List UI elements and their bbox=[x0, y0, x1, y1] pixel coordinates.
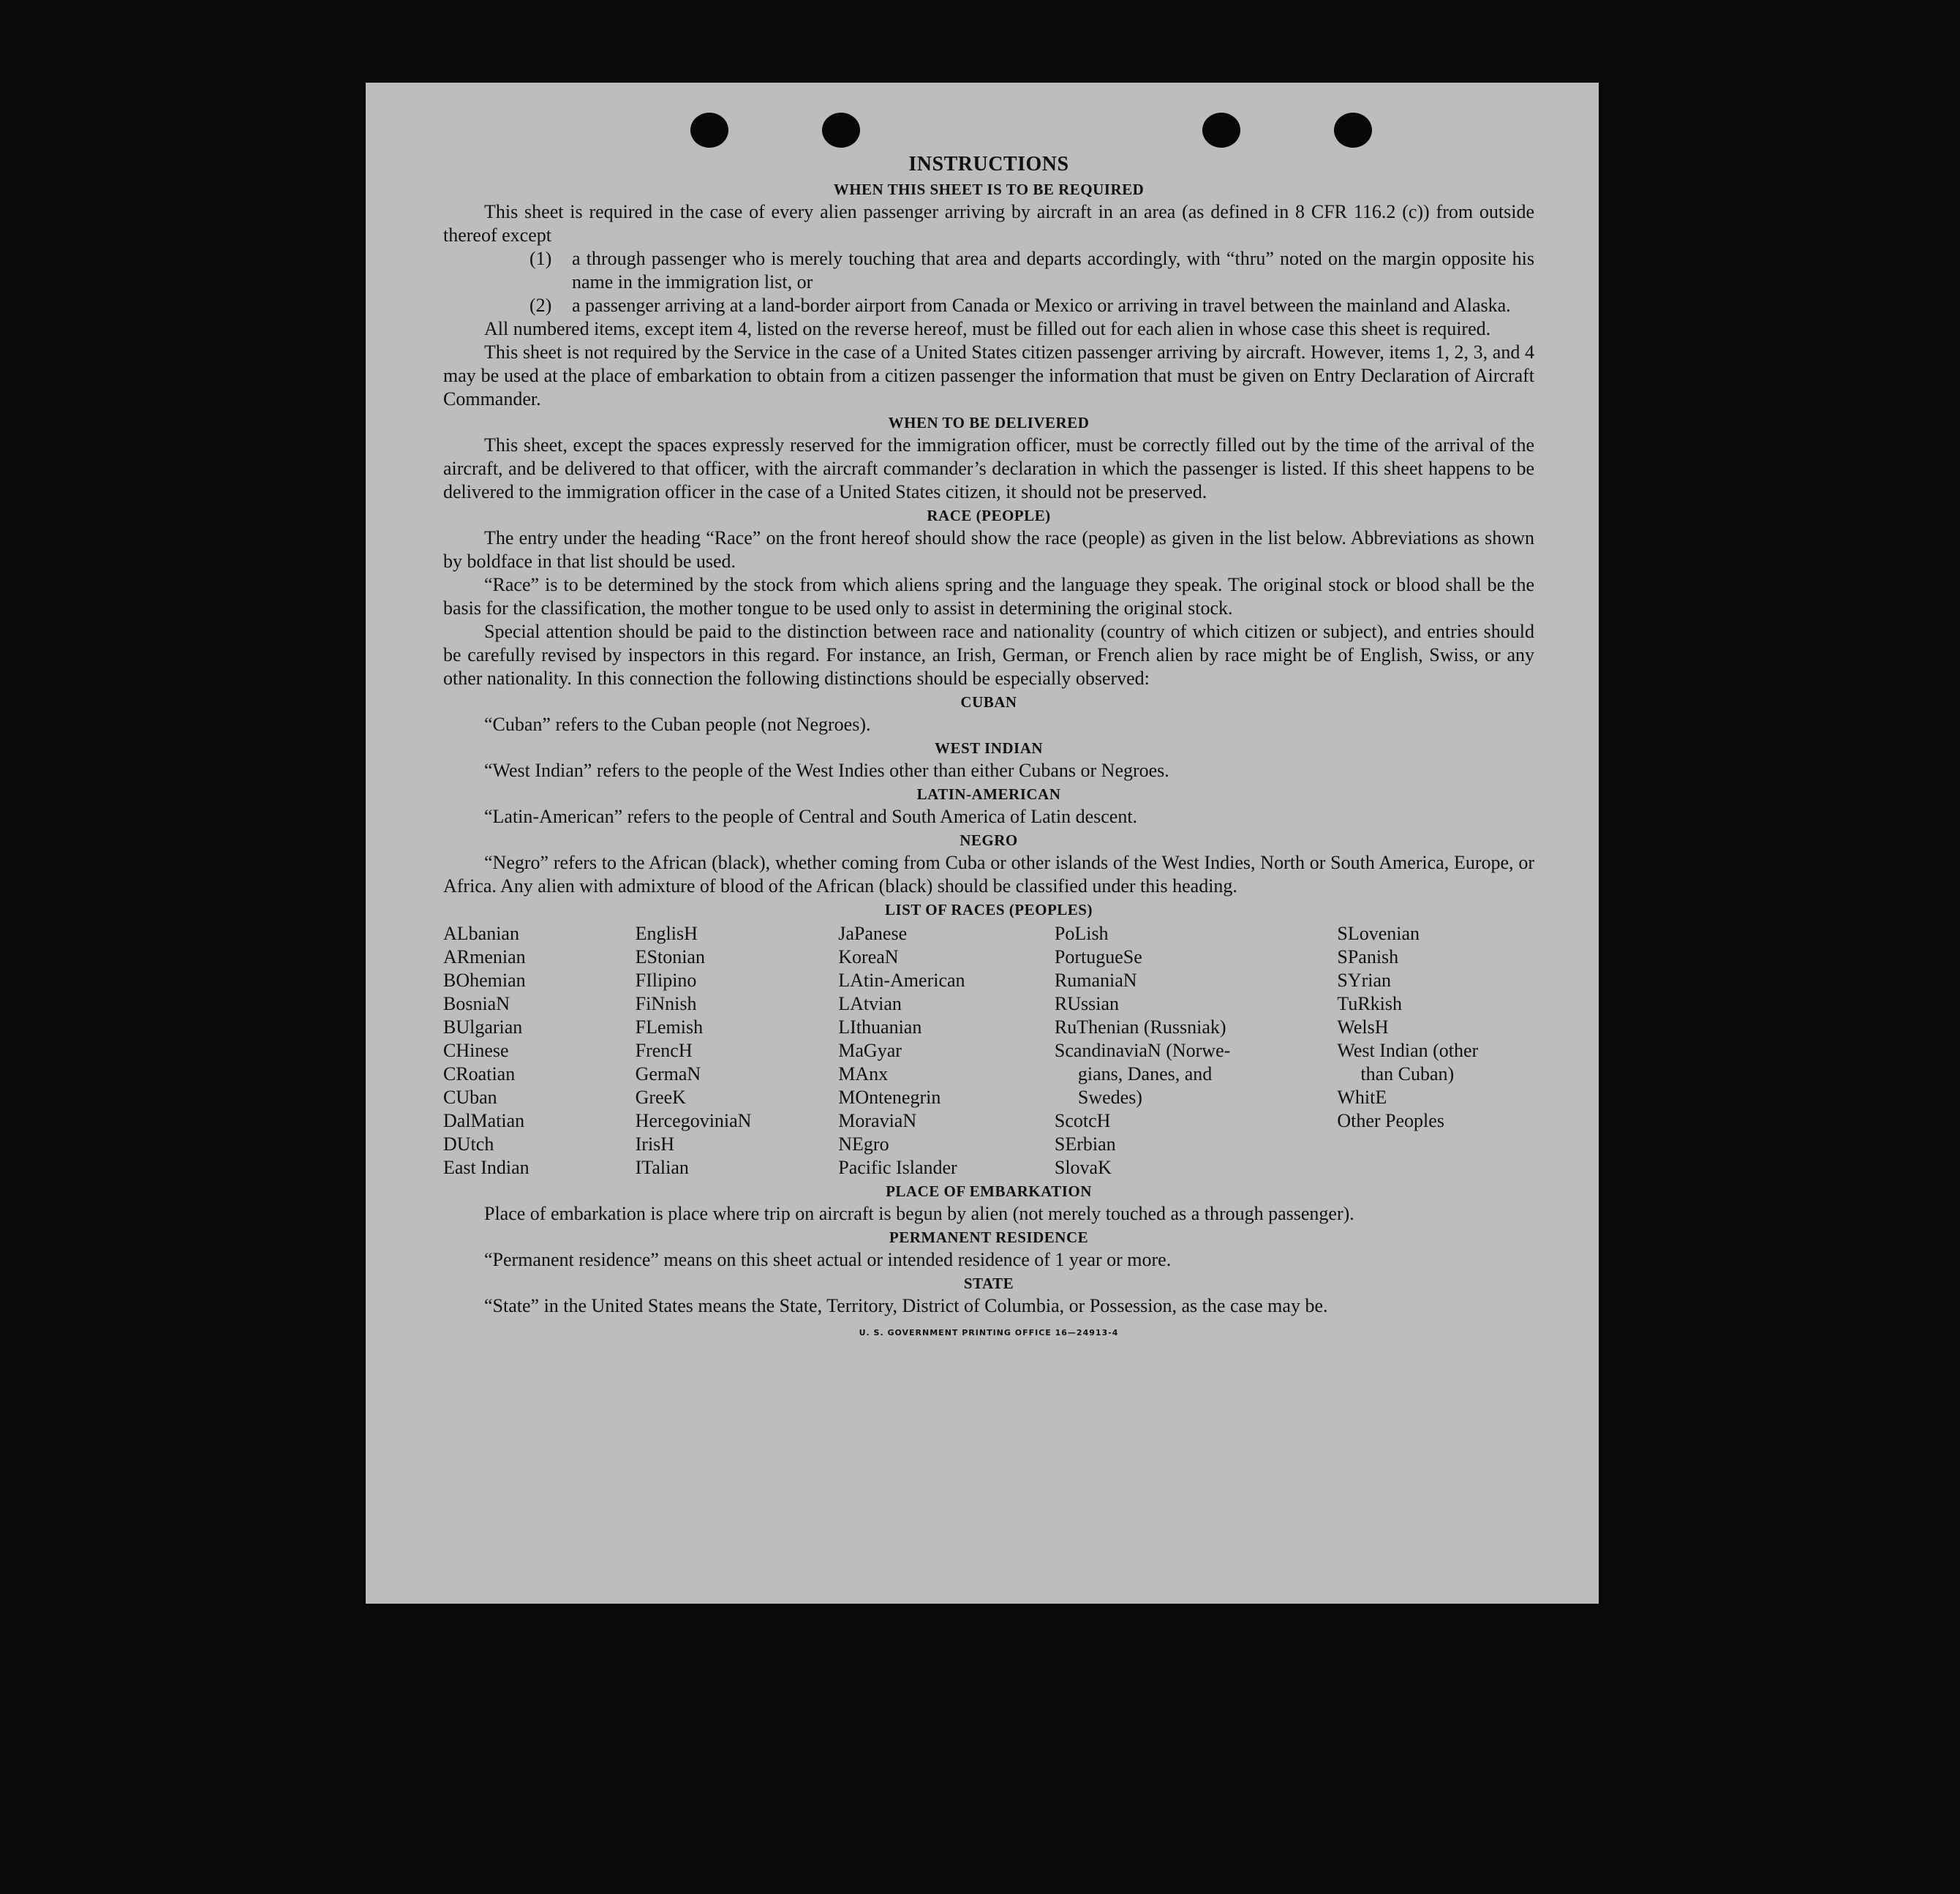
race-item: EnglisH bbox=[635, 923, 698, 944]
paragraph: Place of embarkation is place where trip on aircraft is begun by alien (not merely touched as a through passenger). bbox=[484, 1203, 1354, 1224]
paragraph: The entry under the heading “Race” on the front hereof should show the race (people) as given in the list below. Abbreviations as shown by boldface in that list should be used. bbox=[443, 527, 1534, 572]
race-column bbox=[1055, 922, 1337, 1180]
race-item: Other Peoples bbox=[1337, 1110, 1444, 1131]
race-item: WelsH bbox=[1337, 1016, 1389, 1038]
race-item: CRoatian bbox=[443, 1063, 516, 1084]
race-item: MOntenegrin bbox=[838, 1087, 941, 1108]
page-title: INSTRUCTIONS bbox=[908, 153, 1069, 176]
paragraph: “Cuban” refers to the Cuban people (not Negroes). bbox=[484, 714, 871, 735]
list-item: (2) a passenger arriving at a land-border airport from Canada or Mexico or arriving in travel between the mainland and Alaska. bbox=[529, 295, 1511, 316]
race-item: ALbanian bbox=[443, 923, 519, 944]
paragraph: “Latin-American” refers to the people of Central and South America of Latin descent. bbox=[484, 806, 1138, 827]
race-item: LAtvian bbox=[838, 993, 902, 1014]
race-item: BOhemian bbox=[443, 970, 526, 991]
section-heading-state: STATE bbox=[963, 1275, 1014, 1292]
race-list bbox=[443, 922, 1534, 1180]
race-item: HercegoviniaN bbox=[635, 1110, 752, 1131]
race-item: SlovaK bbox=[1054, 1157, 1112, 1178]
race-item: than Cuban) bbox=[1360, 1063, 1455, 1084]
section-heading-west-indian: WEST INDIAN bbox=[934, 739, 1044, 757]
race-item: ScotcH bbox=[1054, 1110, 1111, 1131]
race-item: East Indian bbox=[443, 1157, 529, 1178]
section-heading-residence: PERMANENT RESIDENCE bbox=[889, 1229, 1089, 1246]
race-item: RUssian bbox=[1054, 993, 1119, 1014]
section-heading-required: WHEN THIS SHEET IS TO BE REQUIRED bbox=[833, 181, 1145, 198]
section-heading-list-of-races: LIST OF RACES (PEOPLES) bbox=[885, 901, 1093, 918]
paragraph: This sheet is required in the case of every alien passenger arriving by aircraft in an area (as defined in 8 CFR 116.2 (c)) from outside thereof except bbox=[443, 201, 1534, 246]
exception-list bbox=[443, 247, 1534, 317]
paragraph: This sheet is not required by the Service in the case of a United States citizen passenger arriving by aircraft. However, items 1, 2, 3, and 4 may be used at the place of embarkation to obtain from a citizen passenger the information that must be given on Entry Declaration of Aircraft Commander. bbox=[443, 342, 1534, 410]
paragraph: All numbered items, except item 4, listed on the reverse hereof, must be filled out for each alien in whose case this sheet is required. bbox=[484, 318, 1491, 339]
section-heading-embarkation: PLACE OF EMBARKATION bbox=[886, 1182, 1092, 1200]
race-item: ScandinaviaN (Norwe- bbox=[1054, 1040, 1231, 1061]
race-item: SYrian bbox=[1337, 970, 1392, 991]
race-item: RuThenian (Russniak) bbox=[1054, 1016, 1226, 1038]
race-item: KoreaN bbox=[838, 946, 899, 967]
race-item: Swedes) bbox=[1077, 1087, 1142, 1108]
punch-hole bbox=[1202, 113, 1240, 148]
paragraph: Special attention should be paid to the distinction between race and nationality (country of which citizen or subject), and entries should be carefully revised by inspectors in this regard. For instance, an Irish, German, or French alien by race might be of English, Swiss, or any other nationality. In this connection the following distinctions should be especially observed: bbox=[443, 621, 1534, 689]
race-item: SLovenian bbox=[1337, 923, 1420, 944]
race-item: BosniaN bbox=[443, 993, 510, 1014]
race-item: JaPanese bbox=[838, 923, 908, 944]
punch-hole bbox=[822, 113, 860, 148]
race-item: FIlipino bbox=[635, 970, 697, 991]
race-column bbox=[1337, 922, 1534, 1180]
race-column bbox=[636, 922, 839, 1180]
race-item: CUban bbox=[443, 1087, 497, 1108]
race-item: ITalian bbox=[635, 1157, 689, 1178]
race-column bbox=[838, 922, 1055, 1180]
race-item: BUlgarian bbox=[443, 1016, 523, 1038]
race-item: FLemish bbox=[635, 1016, 704, 1038]
race-item: MoraviaN bbox=[838, 1110, 917, 1131]
race-item: CHinese bbox=[443, 1040, 509, 1061]
race-item: NEgro bbox=[838, 1133, 889, 1155]
section-heading-latin-american: LATIN-AMERICAN bbox=[916, 785, 1061, 803]
race-item: West Indian (other bbox=[1337, 1040, 1479, 1061]
paragraph: “West Indian” refers to the people of the West Indies other than either Cubans or Negroes. bbox=[484, 760, 1169, 781]
section-heading-cuban: CUBAN bbox=[960, 693, 1017, 711]
race-item: DUtch bbox=[443, 1133, 494, 1155]
paragraph: “Race” is to be determined by the stock from which aliens spring and the language they speak. The original stock or blood shall be the basis for the classification, the mother tongue to be used only to assist in determining the original stock. bbox=[443, 574, 1534, 619]
paragraph: “Negro” refers to the African (black), whether coming from Cuba or other islands of the West Indies, North or South America, Europe, or Africa. Any alien with admixture of blood of the African (black) should be classified under this heading. bbox=[443, 852, 1534, 897]
list-item: (1) a through passenger who is merely touching that area and departs accordingly, with “thru” noted on the margin opposite his name in the immigration list, or bbox=[529, 248, 1534, 293]
race-item: SErbian bbox=[1054, 1133, 1116, 1155]
race-item: DalMatian bbox=[443, 1110, 525, 1131]
printing-office-footer: U. S. GOVERNMENT PRINTING OFFICE 16—24913-4 bbox=[859, 1328, 1119, 1338]
race-item: RumaniaN bbox=[1054, 970, 1137, 991]
race-item: EStonian bbox=[635, 946, 705, 967]
race-item: IrisH bbox=[635, 1133, 675, 1155]
instruction-sheet bbox=[366, 83, 1599, 1604]
punch-hole bbox=[1334, 113, 1372, 148]
race-item: LAtin-American bbox=[838, 970, 965, 991]
race-item: MAnx bbox=[838, 1063, 889, 1084]
paragraph: “Permanent residence” means on this sheet actual or intended residence of 1 year or more. bbox=[484, 1249, 1172, 1270]
race-item: MaGyar bbox=[838, 1040, 902, 1061]
race-item: LIthuanian bbox=[838, 1016, 922, 1038]
race-item: Pacific Islander bbox=[838, 1157, 957, 1178]
race-item: GermaN bbox=[635, 1063, 701, 1084]
section-heading-race: RACE (PEOPLE) bbox=[927, 507, 1051, 524]
race-item: TuRkish bbox=[1337, 993, 1403, 1014]
punch-hole bbox=[690, 113, 728, 148]
race-item: WhitE bbox=[1337, 1087, 1387, 1108]
race-item: FrencH bbox=[635, 1040, 693, 1061]
section-heading-delivered: WHEN TO BE DELIVERED bbox=[888, 414, 1090, 431]
race-column bbox=[443, 922, 636, 1180]
race-item: gians, Danes, and bbox=[1077, 1063, 1213, 1084]
race-item: FiNnish bbox=[635, 993, 697, 1014]
race-item: PortugueSe bbox=[1054, 946, 1142, 967]
section-heading-negro: NEGRO bbox=[960, 831, 1018, 849]
race-item: SPanish bbox=[1337, 946, 1399, 967]
paragraph: “State” in the United States means the State, Territory, District of Columbia, or Possession, as the case may be. bbox=[484, 1295, 1328, 1316]
race-item: PoLish bbox=[1054, 923, 1109, 944]
race-item: GreeK bbox=[635, 1087, 686, 1108]
paragraph: This sheet, except the spaces expressly reserved for the immigration officer, must be correctly filled out by the time of the arrival of the aircraft, and be delivered to that officer, with the aircraft commander’s declaration in which the passenger is listed. If this sheet happens to be delivered to the immigration officer in the case of a United States citizen, it should not be preserved. bbox=[443, 434, 1534, 502]
race-item: ARmenian bbox=[443, 946, 526, 967]
